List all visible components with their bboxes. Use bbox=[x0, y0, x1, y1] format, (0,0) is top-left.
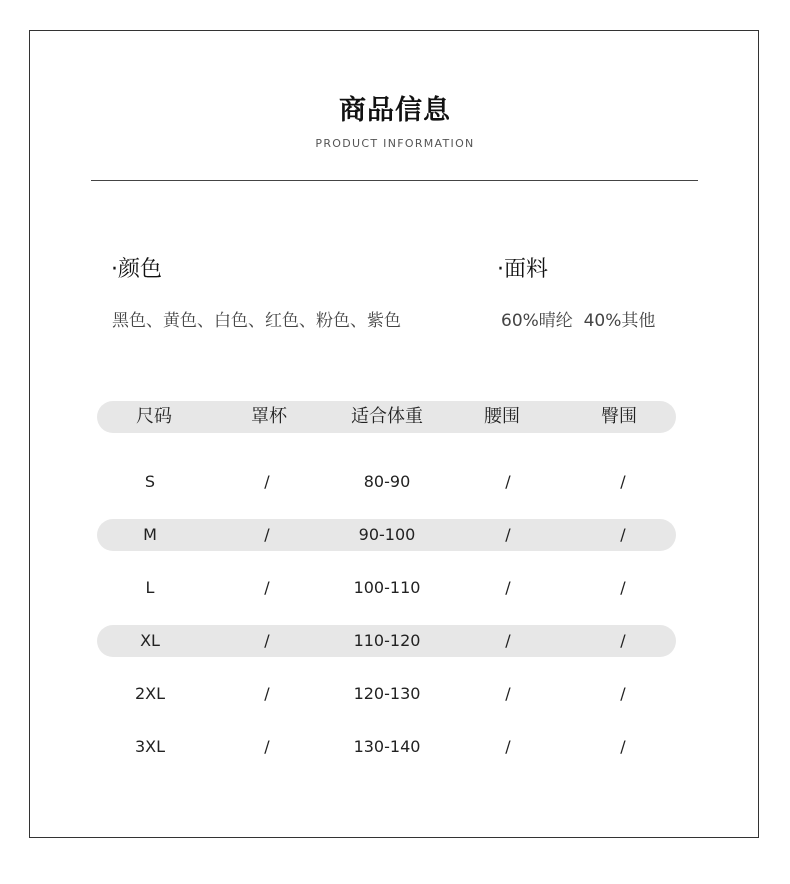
waist-cell: / bbox=[505, 631, 511, 650]
column-header-size: 尺码 bbox=[136, 406, 172, 427]
table-row bbox=[97, 572, 676, 604]
column-header-waist: 腰围 bbox=[484, 406, 520, 427]
page-title: 商品信息 bbox=[339, 95, 451, 126]
table-row bbox=[97, 519, 676, 551]
column-header-weight: 适合体重 bbox=[351, 406, 423, 427]
column-header-cup: 罩杯 bbox=[251, 406, 287, 427]
weight-cell: 110-120 bbox=[353, 631, 421, 650]
hip-cell: / bbox=[620, 472, 626, 491]
cup-cell: / bbox=[264, 737, 270, 756]
table-row bbox=[97, 731, 676, 763]
column-header-hip: 臀围 bbox=[601, 406, 637, 427]
cup-cell: / bbox=[264, 578, 270, 597]
hip-cell: / bbox=[620, 578, 626, 597]
table-row bbox=[97, 625, 676, 657]
table-row bbox=[97, 678, 676, 710]
weight-cell: 120-130 bbox=[353, 684, 421, 703]
size-table-header bbox=[97, 401, 676, 433]
weight-cell: 90-100 bbox=[358, 525, 416, 544]
cup-cell: / bbox=[264, 631, 270, 650]
size-cell: L bbox=[145, 578, 155, 597]
page-subtitle: PRODUCT INFORMATION bbox=[315, 137, 475, 150]
size-cell: 2XL bbox=[134, 684, 166, 703]
waist-cell: / bbox=[505, 472, 511, 491]
page-frame bbox=[29, 30, 759, 838]
size-cell: 3XL bbox=[134, 737, 166, 756]
waist-cell: / bbox=[505, 578, 511, 597]
weight-cell: 130-140 bbox=[353, 737, 421, 756]
size-cell: M bbox=[143, 525, 157, 544]
size-cell: XL bbox=[140, 631, 160, 650]
cup-cell: / bbox=[264, 684, 270, 703]
size-cell: S bbox=[144, 472, 156, 491]
fabric-values: 60%晴纶 40%其他 bbox=[501, 311, 656, 331]
hip-cell: / bbox=[620, 737, 626, 756]
hip-cell: / bbox=[620, 631, 626, 650]
hip-cell: / bbox=[620, 525, 626, 544]
waist-cell: / bbox=[505, 684, 511, 703]
table-row bbox=[97, 466, 676, 498]
weight-cell: 80-90 bbox=[363, 472, 411, 491]
title-divider bbox=[91, 180, 698, 181]
color-heading: ·颜色 bbox=[111, 257, 162, 282]
cup-cell: / bbox=[264, 525, 270, 544]
hip-cell: / bbox=[620, 684, 626, 703]
cup-cell: / bbox=[264, 472, 270, 491]
waist-cell: / bbox=[505, 737, 511, 756]
fabric-heading: ·面料 bbox=[497, 257, 548, 282]
waist-cell: / bbox=[505, 525, 511, 544]
color-values: 黑色、黄色、白色、红色、粉色、紫色 bbox=[112, 311, 401, 331]
weight-cell: 100-110 bbox=[353, 578, 421, 597]
